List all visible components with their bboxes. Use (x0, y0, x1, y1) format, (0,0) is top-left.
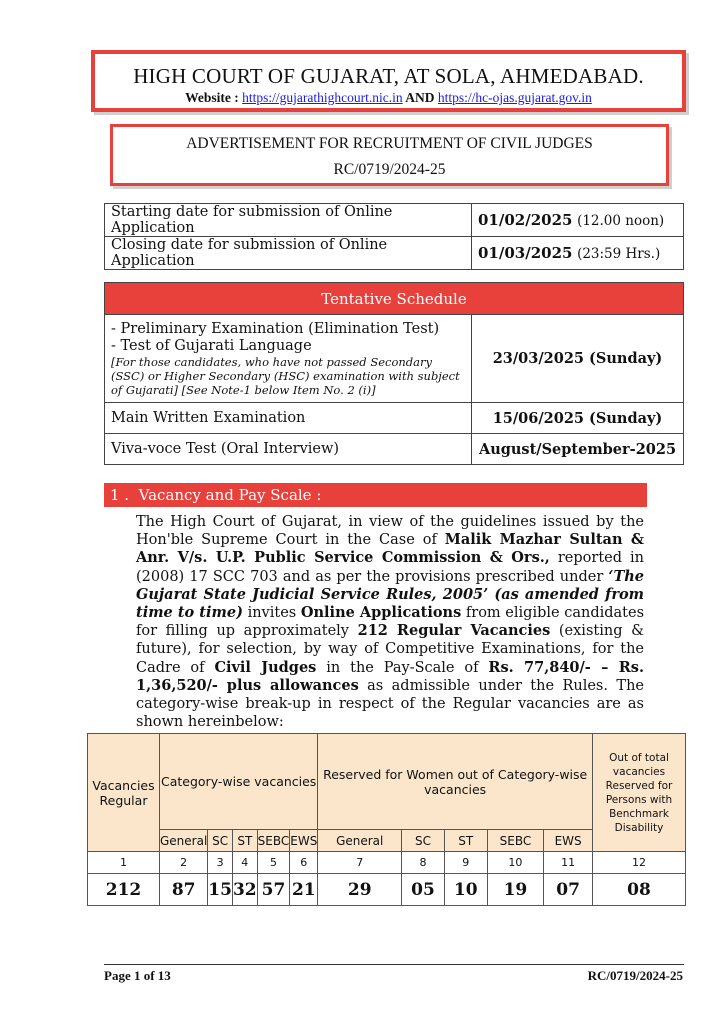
sub-header: SEBC (257, 830, 290, 852)
table-row (105, 204, 684, 237)
application-dates-table (104, 203, 684, 270)
prelim-note: [For those candidates, who have not passed Secondary (SSC) or Higher Secondary (HSC) examination with subject of Gujarati] [See Note-1 below Item No. 2 (i)] (111, 354, 460, 397)
prelim-line-1: - Preliminary Examination (Elimination Test) (111, 320, 440, 337)
prelim-line-2: - Test of Gujarati Language (111, 337, 312, 354)
vacancy-value: 32 (232, 874, 257, 906)
website-label: Website : (185, 90, 239, 105)
col-number: 8 (402, 852, 445, 874)
close-value (472, 237, 684, 270)
sub-header: General (318, 830, 402, 852)
col-number: 5 (257, 852, 290, 874)
vacancy-values-row (88, 874, 686, 906)
table-row (105, 315, 684, 403)
col-number: 11 (544, 852, 593, 874)
start-time: (12.00 noon) (577, 213, 665, 229)
vacancy-value: 212 (88, 874, 160, 906)
advertisement-box (110, 124, 669, 186)
advertisement-title: ADVERTISEMENT FOR RECRUITMENT OF CIVIL JUDGES (186, 135, 593, 152)
vacancy-value: 10 (444, 874, 487, 906)
vacancy-value: 21 (290, 874, 318, 906)
para-bold: Rs. 77,840/- – Rs. 1,36,520/- plus allowances (136, 658, 645, 694)
vacancy-paragraph (136, 513, 644, 731)
sub-header: General (160, 830, 208, 852)
viva-date: August/September-2025 (472, 434, 684, 465)
para-bold-italic: ‘The Gujarat State Judicial Service Rules, 2005’ (as amended from time to time) (136, 567, 644, 622)
main-exam-label: Main Written Examination (105, 403, 472, 434)
vacancy-value: 05 (402, 874, 445, 906)
para-bold: Online Applications (300, 604, 462, 622)
court-header-box (91, 50, 686, 112)
viva-label: Viva-voce Test (Oral Interview) (105, 434, 472, 465)
sub-header: SC (402, 830, 445, 852)
para-text: as admissible under the Rules. The category-wise break-up in respect of the Regular vacancies are as shown hereinbelow: (136, 677, 644, 731)
col-number: 7 (318, 852, 402, 874)
prelim-date: 23/03/2025 (Sunday) (472, 315, 684, 403)
start-label: Starting date for submission of Online Application (105, 204, 472, 237)
col-number: 4 (232, 852, 257, 874)
col-number: 1 (88, 852, 160, 874)
section-number: 1 . (110, 486, 130, 504)
and-text: AND (405, 90, 435, 105)
section-title: Vacancy and Pay Scale : (138, 486, 322, 504)
website-link-1[interactable]: https://gujarathighcourt.nic.in (242, 90, 403, 105)
para-text: invites (242, 605, 301, 622)
para-text: reported in (2008) 17 SCC 703 and as per the provisions prescribed under (136, 550, 644, 585)
sub-header: EWS (544, 830, 593, 852)
sub-header: ST (444, 830, 487, 852)
court-title: HIGH COURT OF GUJARAT, AT SOLA, AHMEDABAD. (133, 64, 644, 88)
page-number: Page 1 of 13 (104, 968, 171, 983)
start-date: 01/02/2025 (478, 211, 573, 229)
sub-header: SEBC (487, 830, 544, 852)
vacancy-value: 19 (487, 874, 544, 906)
col-number: 10 (487, 852, 544, 874)
tentative-schedule-table (104, 282, 684, 465)
prelim-cell (105, 315, 472, 403)
para-text: from eligible candidates for filling up approximately (136, 605, 645, 640)
table-row (105, 403, 684, 434)
close-label: Closing date for submission of Online Application (105, 237, 472, 270)
vacancy-table (87, 733, 686, 906)
table-row (105, 237, 684, 270)
footer-divider (104, 964, 684, 965)
table-header-row (88, 734, 686, 830)
para-bold: Civil Judges (214, 658, 317, 676)
col-number: 3 (208, 852, 233, 874)
col-pwbd-header: Out of total vacancies Reserved for Persons with Benchmark Disability (593, 734, 686, 852)
section-heading (104, 483, 647, 507)
vacancy-value: 29 (318, 874, 402, 906)
vacancy-value: 57 (257, 874, 290, 906)
close-time: (23:59 Hrs.) (577, 246, 661, 262)
website-link-2[interactable]: https://hc-ojas.gujarat.gov.in (437, 90, 592, 105)
col-reserved-women: Reserved for Women out of Category-wise vacancies (318, 734, 593, 830)
col-category-wise: Category-wise vacancies (160, 734, 318, 830)
advertisement-code: RC/0719/2024-25 (333, 161, 446, 178)
footer-code: RC/0719/2024-25 (587, 968, 683, 983)
close-date: 01/03/2025 (478, 244, 573, 262)
column-number-row (88, 852, 686, 874)
para-text: in the Pay-Scale of (316, 659, 489, 676)
main-exam-date: 15/06/2025 (Sunday) (472, 403, 684, 434)
col-vacancies-regular: Vacancies Regular (88, 734, 160, 852)
vacancy-value: 15 (208, 874, 233, 906)
website-line (95, 90, 682, 106)
col-number: 9 (444, 852, 487, 874)
col-number: 12 (593, 852, 686, 874)
col-number: 2 (160, 852, 208, 874)
sub-header: ST (232, 830, 257, 852)
para-text: (existing & future), for selection, by way of Competitive Examinations, for the Cadre of (136, 623, 644, 676)
para-bold: Malik Mazhar Sultan & Anr. V/s. U.P. Public Service Commission & Ors., (136, 531, 644, 567)
sub-header: SC (208, 830, 233, 852)
para-text: The High Court of Gujarat, in view of the guidelines issued by the Hon'ble Supreme Court in the Case of (136, 514, 644, 549)
para-bold: 212 Regular Vacancies (357, 622, 551, 640)
vacancy-value: 07 (544, 874, 593, 906)
table-row (105, 434, 684, 465)
vacancy-value: 08 (593, 874, 686, 906)
vacancy-value: 87 (160, 874, 208, 906)
start-value (472, 204, 684, 237)
sub-header: EWS (290, 830, 318, 852)
col-number: 6 (290, 852, 318, 874)
schedule-heading: Tentative Schedule (105, 283, 684, 315)
